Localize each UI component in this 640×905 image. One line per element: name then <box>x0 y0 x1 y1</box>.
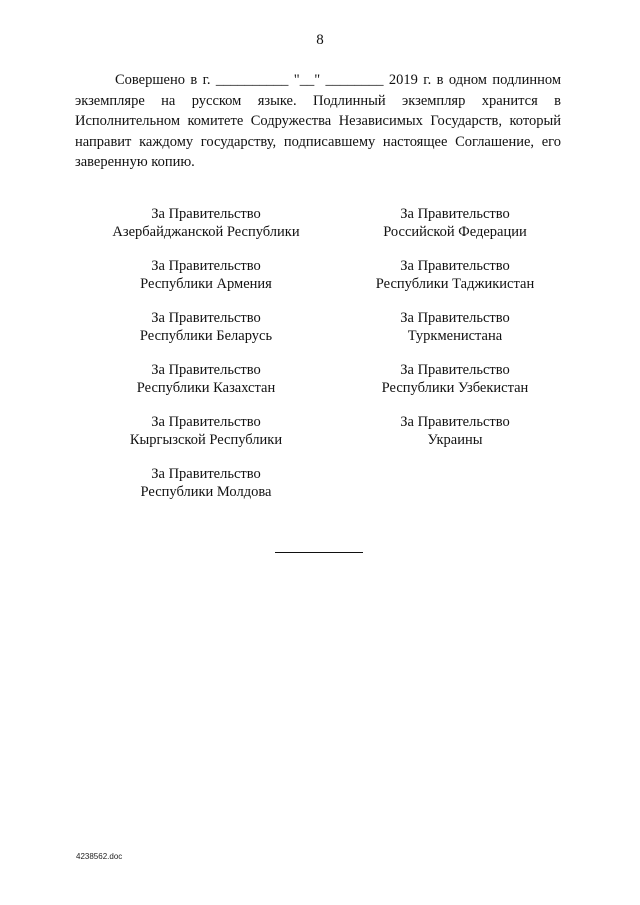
signature-line1: За Правительство <box>400 414 510 430</box>
signature-line2: Туркменистана <box>407 328 503 344</box>
signature-block-uzbekistan <box>305 361 605 413</box>
signature-line1: За Правительство <box>151 362 261 378</box>
signature-line2: Республики Казахстан <box>136 380 276 396</box>
page-number: 8 <box>316 32 324 48</box>
signature-line2: Республики Молдова <box>140 484 272 500</box>
signature-block-russia <box>305 205 605 257</box>
signature-line2: Республики Беларусь <box>139 328 273 344</box>
signature-line2: Республики Таджикистан <box>375 276 535 292</box>
signature-line1: За Правительство <box>400 206 510 222</box>
end-divider <box>275 552 363 553</box>
signature-line1: За Правительство <box>400 362 510 378</box>
signature-line2: Российской Федерации <box>383 224 527 240</box>
signature-line1: За Правительство <box>400 310 510 326</box>
signature-block-tajikistan <box>305 257 605 309</box>
signature-line2: Азербайджанской Республики <box>112 224 300 240</box>
signature-line1: За Правительство <box>151 258 261 274</box>
signature-block-ukraine <box>305 413 605 465</box>
signature-block-moldova <box>56 465 356 517</box>
signature-line1: За Правительство <box>151 414 261 430</box>
signature-line1: За Правительство <box>151 310 261 326</box>
signature-line1: За Правительство <box>400 258 510 274</box>
signature-line2: Республики Узбекистан <box>381 380 529 396</box>
file-reference: 4238562.doc <box>76 852 123 861</box>
signature-line2: Республики Армения <box>140 276 272 292</box>
signature-line1: За Правительство <box>151 466 261 482</box>
signature-column-right <box>305 205 605 465</box>
signature-line1: За Правительство <box>151 206 261 222</box>
signature-line2: Кыргызской Республики <box>129 432 283 448</box>
closing-paragraph: Совершено в г. __________ "__" ________ 2019 г. в одном подлинном экземпляре на русском языке. Подлинный экземпляр хранится в Исполнительном комитете Содружества Независимых Государств, который направит каждому государству, подписавшему настоящее Соглашение, его заверенную копию. <box>75 72 561 170</box>
signature-line2: Украины <box>427 432 483 448</box>
signature-block-turkmenistan <box>305 309 605 361</box>
